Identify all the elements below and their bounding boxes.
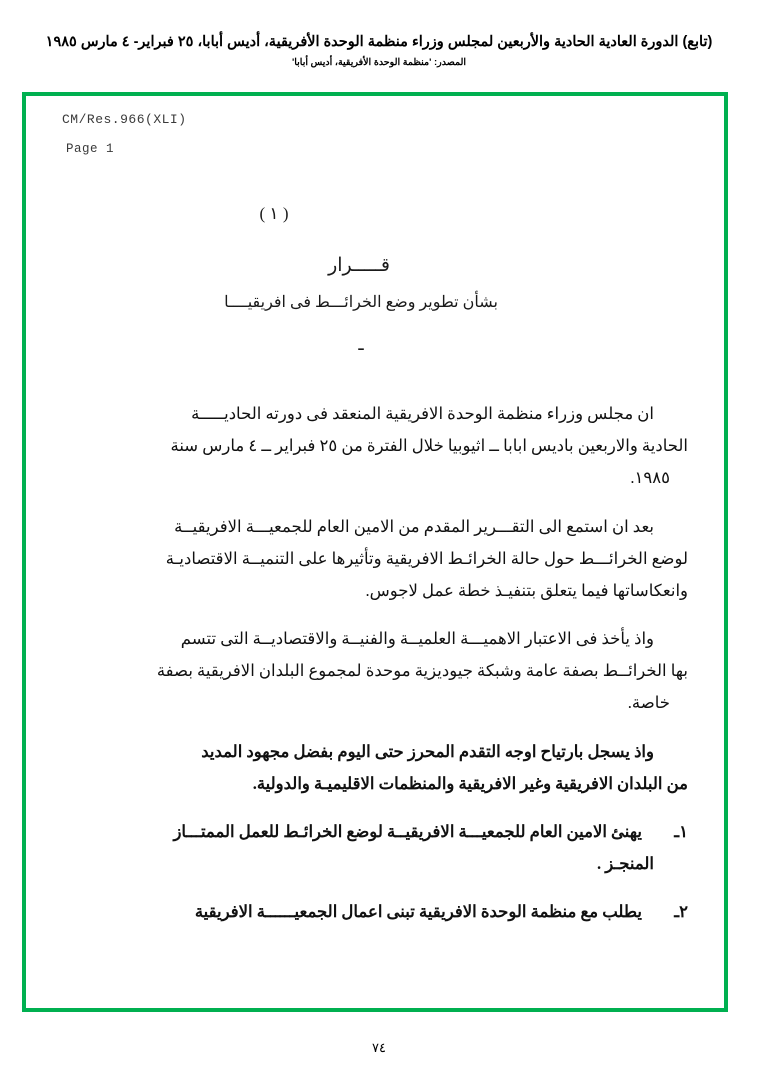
paragraph-line: واذ يسجل بارتياح اوجه التقدم المحرز حتى اليوم بفضل مجهود المديد bbox=[201, 741, 654, 761]
document-page-label: Page 1 bbox=[66, 142, 115, 156]
header-source: المصدر: 'منظمة الوحدة الأفريقية، أديس أبابا' bbox=[292, 57, 466, 68]
paragraph-preamble bbox=[54, 398, 688, 495]
paragraph-noting bbox=[54, 736, 688, 800]
paragraph-having-heard bbox=[54, 511, 688, 608]
paragraph-line: الحادية والاربعين باديس ابابا ــ اثيوبيا خلال الفترة من ٢٥ فبراير ــ ٤ مارس سنة bbox=[170, 436, 688, 456]
paragraph-line: بعد ان استمع الى التقـــرير المقدم من الامين العام للجمعيـــة الافريقيــة bbox=[174, 516, 654, 536]
page-header bbox=[0, 34, 758, 68]
document-divider-dash: ـ bbox=[358, 334, 364, 354]
footer-page-number: ٧٤ bbox=[372, 1040, 386, 1055]
paragraph-considering bbox=[54, 623, 688, 720]
document-code: CM/Res.966(XLI) bbox=[62, 112, 187, 127]
numbered-item-marker: ١ـ bbox=[674, 821, 688, 841]
paragraph-line: ١٩٨٥. bbox=[630, 468, 670, 488]
paragraph-line: ان مجلس وزراء منظمة الوحدة الافريقية المنعقد فى دورته الحاديـــــة bbox=[191, 404, 654, 423]
numbered-item-marker: ٢ـ bbox=[674, 902, 688, 922]
document-body bbox=[54, 398, 688, 944]
document-number: ( ١ ) bbox=[259, 204, 289, 223]
paragraph-line: واذ يأخذ فى الاعتبار الاهميـــة العلميــة والفنيــة والاقتصاديــة التى تتسم bbox=[180, 629, 654, 649]
paragraph-line: بها الخرائــط بصفة عامة وشبكة جيوديزية موحدة لمجموع البلدان الافريقية بصفة bbox=[156, 661, 688, 681]
header-title: (تابع) الدورة العادية الحادية والأربعين لمجلس وزراء منظمة الوحدة الأفريقية، أديس أبابا، ٢٥ فبراير- ٤ مارس ١٩٨٥ bbox=[45, 34, 713, 50]
paragraph-line: لوضع الخرائـــط حول حالة الخرائـط الافريقية وتأثيرها على التنميــة الاقتصاديـة bbox=[165, 548, 688, 568]
document-subtitle: بشأن تطوير وضع الخرائـــط فى افريقيــــا bbox=[224, 294, 498, 311]
numbered-item-first-line bbox=[54, 816, 688, 848]
numbered-item-1 bbox=[54, 816, 688, 880]
numbered-item-2 bbox=[54, 896, 688, 928]
document-title: قـــــرار bbox=[328, 255, 390, 276]
numbered-item-text: يهنئ الامين العام للجمعيـــة الافريقيــة لوضع الخرائـط للعمل الممتـــاز bbox=[173, 821, 642, 841]
numbered-item-line: المنجـز . bbox=[597, 854, 654, 874]
scanned-page-frame bbox=[22, 92, 728, 1012]
numbered-item-first-line bbox=[54, 896, 688, 928]
scanned-page-content bbox=[26, 96, 724, 1008]
paragraph-line: وانعكاساتها فيما يتعلق بتنفيـذ خطة عمل لاجوس. bbox=[365, 580, 688, 600]
paragraph-line: من البلدان الافريقية وغير الافريقية والمنظمات الاقليميـة والدولية. bbox=[252, 773, 688, 793]
numbered-item-text: يطلب مع منظمة الوحدة الافريقية تبنى اعمال الجمعيــــــة الافريقية bbox=[194, 902, 642, 922]
paragraph-line: خاصة. bbox=[627, 693, 670, 713]
